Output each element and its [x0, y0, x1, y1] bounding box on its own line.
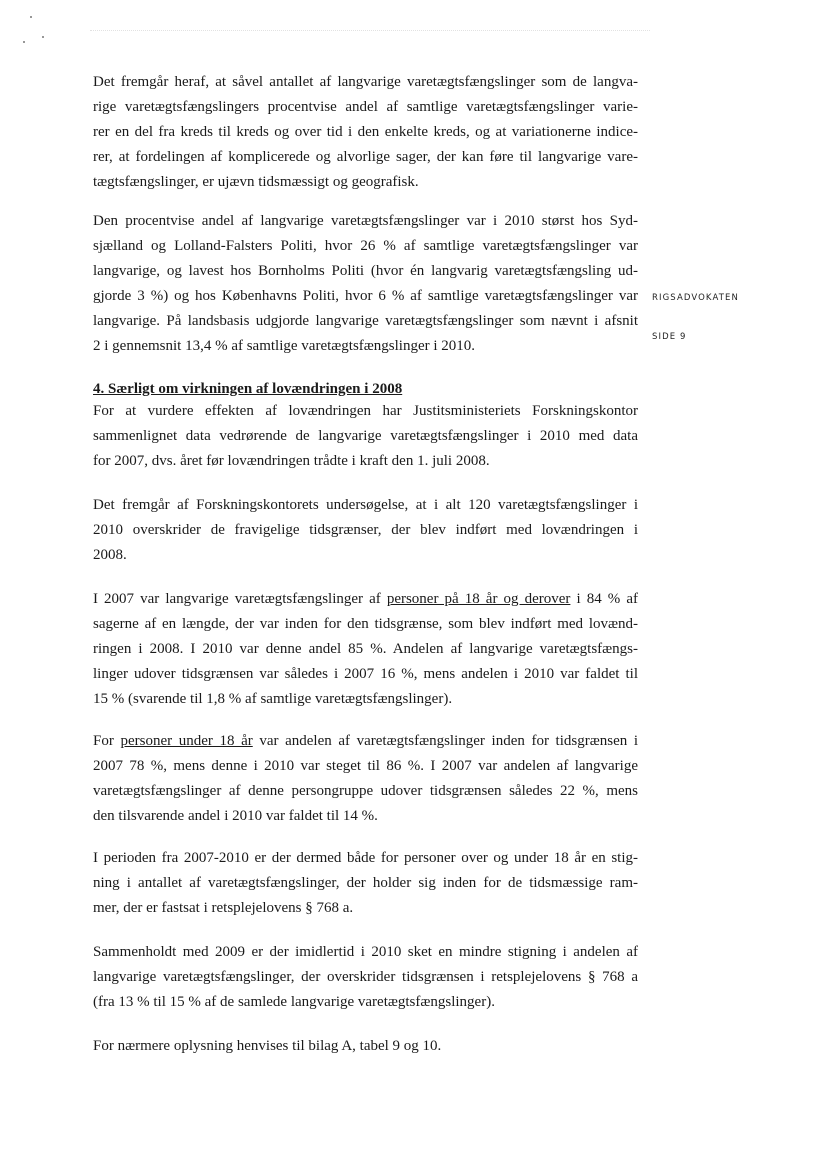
scan-artifact-dot [23, 41, 25, 43]
scan-artifact-dot [42, 36, 44, 38]
text-line: varetægtsfængslinger af denne persongruppe udover tidsgrænsen således 22 %, mens [93, 783, 638, 799]
text-line: langvarige varetægtsfængslinger, der overskrider tidsgrænsen i retsplejelovens § 768 a [93, 969, 638, 985]
text-line: rer, at fordelingen af komplicerede og alvorlige sager, der kan føre til langvarige vare- [93, 149, 638, 165]
text-line: 2 i gennemsnit 13,4 % af samtlige varetægtsfængslinger i 2010. [93, 338, 476, 354]
text-line: langvarige. På landsbasis udgjorde langvarige varetægtsfængslinger som nævnt i afsnit [93, 313, 638, 329]
section-heading-block [93, 379, 638, 399]
text-line: For nærmere oplysning henvises til bilag A, tabel 9 og 10. [93, 1038, 442, 1054]
text-line: sjælland og Lolland-Falsters Politi, hvor 26 % af samtlige varetægtsfængslinger var [93, 238, 638, 254]
text-run: var andelen af varetægtsfængslinger inden for tidsgrænsen i [252, 733, 638, 749]
text-line: Den procentvise andel af langvarige varetægtsfængslinger var i 2010 størst hos Syd- [93, 213, 638, 229]
scan-artifact-dot [30, 16, 32, 18]
text-line: den tilsvarende andel i 2010 var faldet til 14 %. [93, 808, 378, 824]
text-line: for 2007, dvs. året før lovændringen trådte i kraft den 1. juli 2008. [93, 453, 490, 469]
text-line [93, 587, 638, 612]
text-line: I perioden fra 2007-2010 er der dermed både for personer over og under 18 år en stig- [93, 850, 638, 866]
sidebar-org-label: RIGSADVOKATEN [652, 293, 739, 303]
scan-artifact-line [90, 30, 650, 33]
text-line: mer, der er fastsat i retsplejelovens § 768 a. [93, 900, 354, 916]
text-line: ringen i 2008. I 2010 var denne andel 85 %. Andelen af langvarige varetægtsfængs- [93, 641, 638, 657]
paragraph-8 [93, 940, 638, 1015]
text-line: Sammenholdt med 2009 er der imidlertid i 2010 sket en mindre stigning i andelen af [93, 944, 638, 960]
paragraph-2 [93, 209, 638, 359]
paragraph-9 [93, 1034, 638, 1059]
text-line: For at vurdere effekten af lovændringen har Justitsministeriets Forskningskontor [93, 403, 638, 419]
paragraph-4 [93, 493, 638, 568]
text-line: rige varetægtsfængslingers procentvise andel af samtlige varetægtsfængslinger varie- [93, 99, 638, 115]
text-line: Det fremgår heraf, at såvel antallet af langvarige varetægtsfængslinger som de langva- [93, 74, 638, 90]
text-line: sammenlignet data vedrørende de langvarige varetægtsfængslinger i 2010 med data [93, 428, 638, 444]
text-line: Det fremgår af Forskningskontorets undersøgelse, at i alt 120 varetægtsfængslinger i [93, 497, 638, 513]
text-line: 2007 78 %, mens denne i 2010 var steget til 86 %. I 2007 var andelen af langvarige [93, 758, 638, 774]
text-line: 2010 overskrider de fravigelige tidsgrænser, der blev indført med lovændringen i [93, 522, 638, 538]
text-line: sagerne af en længde, der var inden for den tidsgrænse, som blev indført med lovænd- [93, 616, 638, 632]
paragraph-5 [93, 587, 638, 712]
text-line: langvarige, og lavest hos Bornholms Politi (hvor én langvarig varetægtsfængsling ud- [93, 263, 638, 279]
text-line: (fra 13 % til 15 % af de samlede langvarige varetægtsfængslinger). [93, 994, 495, 1010]
underlined-phrase: personer på 18 år og derover [386, 591, 571, 607]
text-line: tægtsfængslinger, er ujævn tidsmæssigt og geografisk. [93, 174, 419, 190]
text-line: rer en del fra kreds til kreds og over tid i den enkelte kreds, og at variationerne indice- [93, 124, 638, 140]
text-run: I 2007 var langvarige varetægtsfængslinger af [93, 591, 387, 607]
sidebar-page-label: SIDE 9 [652, 332, 687, 342]
text-run: For [93, 733, 121, 749]
text-line: 15 % (svarende til 1,8 % af samtlige varetægtsfængslinger). [93, 691, 453, 707]
section-heading: 4. Særligt om virkningen af lovændringen i 2008 [93, 381, 403, 397]
text-line [93, 729, 638, 754]
text-line: gjorde 3 %) og hos Københavns Politi, hvor 6 % af samtlige varetægtsfængslinger var [93, 288, 638, 304]
paragraph-3 [93, 399, 638, 474]
paragraph-7 [93, 846, 638, 921]
text-run: i 84 % af [570, 591, 638, 607]
text-line: 2008. [93, 547, 127, 563]
text-line: linger udover tidsgrænsen var således i 2007 16 %, mens andelen i 2010 var faldet til [93, 666, 638, 682]
text-line: ning i antallet af varetægtsfængslinger, der holder sig inden for de tidsmæssige ram- [93, 875, 638, 891]
paragraph-1 [93, 70, 638, 195]
underlined-phrase: personer under 18 år [120, 733, 253, 749]
paragraph-6 [93, 729, 638, 829]
